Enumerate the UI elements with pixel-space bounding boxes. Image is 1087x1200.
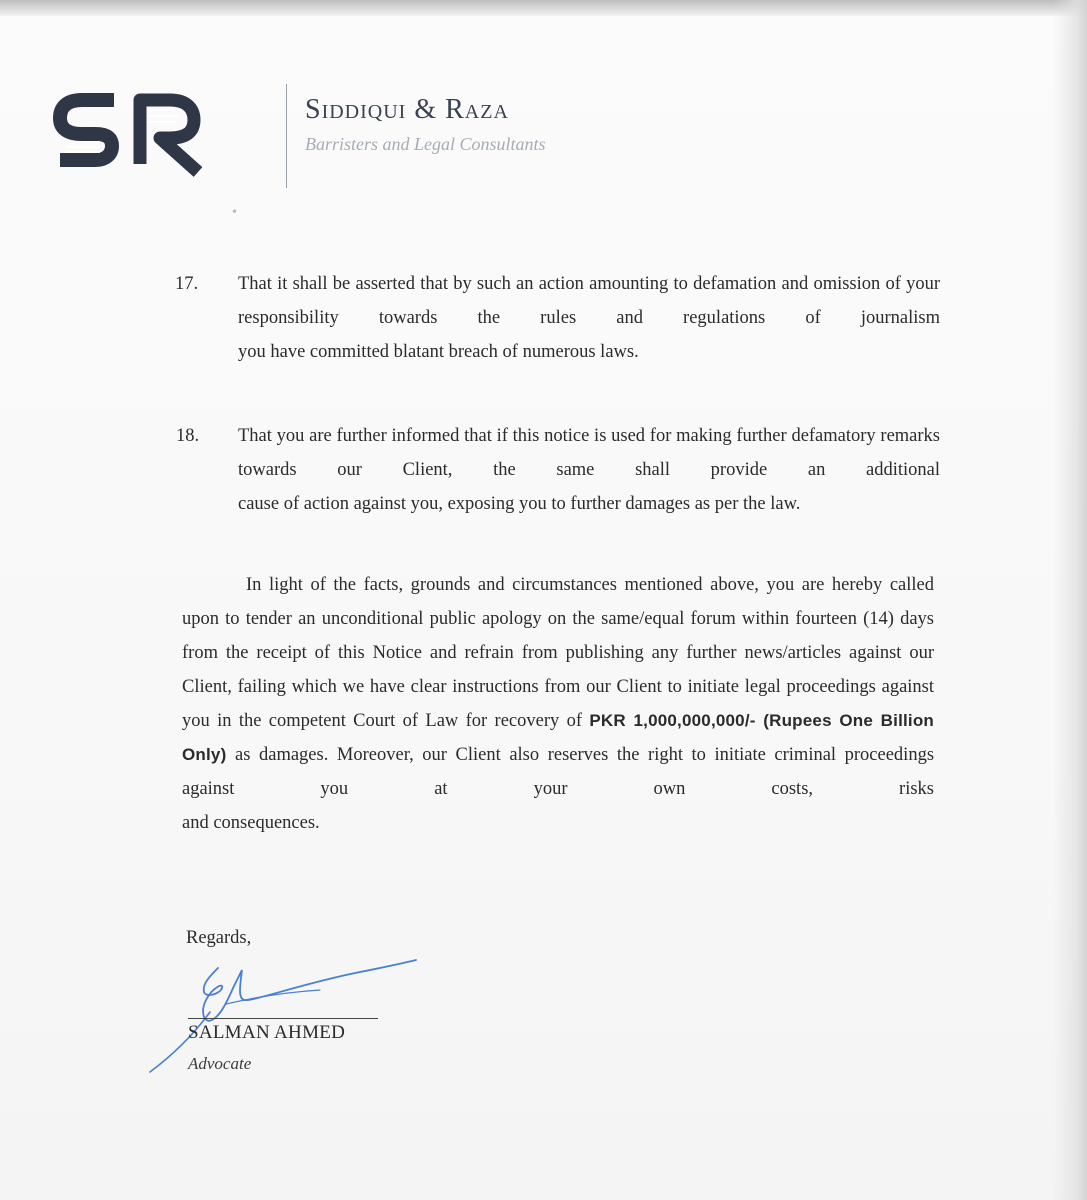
- firm-subtitle: Barristers and Legal Consultants: [305, 134, 546, 154]
- paragraph-line: defamatory remarks towards our Client, the same shall provide an additional: [238, 426, 941, 480]
- paragraph-line: fourteen (14) days from the receipt of this Notice and refrain from publishing any further: [182, 609, 934, 663]
- paragraph-17: [238, 267, 940, 369]
- paragraph-line: news/articles against our Client, failing which we have clear instructions from our Client: [182, 643, 935, 697]
- closing-paragraph: [182, 568, 934, 840]
- signature-line: [188, 1018, 378, 1019]
- scan-top-border: [0, 0, 1087, 16]
- signer-title: Advocate: [188, 1054, 252, 1073]
- letterhead: [52, 72, 572, 192]
- letterhead-divider: [286, 84, 287, 188]
- paragraph-line: you have committed blatant breach of numerous laws.: [238, 342, 639, 362]
- paragraph-line: That it shall be asserted that by such an action amounting to defamation and: [238, 274, 809, 294]
- paragraph-line: That you are further informed that if this notice is used for making further: [238, 426, 787, 446]
- scan-right-shadow: [1053, 0, 1087, 1200]
- paragraph-line: called upon to tender an unconditional public apology on the same/equal forum within: [182, 575, 934, 629]
- paragraph-line: In light of the facts, grounds and circumstances mentioned above, you are hereby: [246, 575, 883, 595]
- paragraph-line: cause of action against you, exposing you to further damages as per the law.: [238, 494, 801, 514]
- paragraph-line: omission of your responsibility towards the rules and regulations of journalism: [238, 274, 941, 328]
- paragraph-18: [238, 419, 940, 521]
- signer-name: SALMAN AHMED: [188, 1022, 346, 1043]
- firm-logo-icon: [52, 86, 212, 178]
- paragraph-number: 17.: [175, 274, 199, 294]
- damages-amount: PKR 1,000,000,000/- (Rupees One Billion Only): [182, 711, 935, 764]
- paragraph-line: also reserves the right to initiate criminal proceedings against you at your own costs, risks: [182, 745, 935, 799]
- paragraph-line: and consequences.: [182, 813, 320, 833]
- paragraph-number: 18.: [176, 426, 200, 446]
- signature-icon: [140, 948, 430, 1078]
- paragraph-line: as damages. Moreover, our Client: [226, 745, 501, 765]
- scan-speck: •: [232, 205, 237, 220]
- paragraph-line: to initiate legal proceedings against you in the competent Court of Law for recovery of: [182, 677, 935, 731]
- firm-name: Siddiqui & Raza: [305, 94, 509, 125]
- regards-text: Regards,: [186, 928, 252, 948]
